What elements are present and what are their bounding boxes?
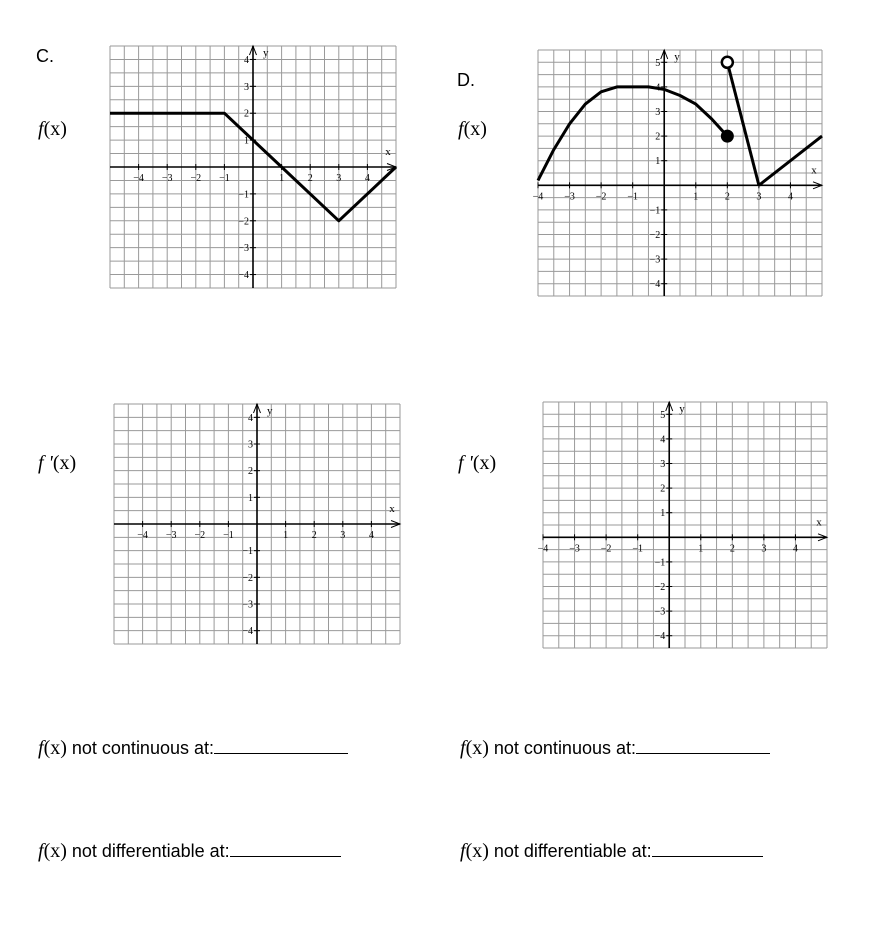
y-tick-label: 2 [660, 483, 666, 495]
y-tick-label: 5 [660, 409, 666, 421]
d-qd-fx: f [460, 840, 466, 862]
d-fprime-name: f ' [458, 452, 473, 474]
y-axis-name: y [263, 47, 269, 59]
d-qd-text: not differentiable at: [488, 841, 652, 861]
c-f-label [38, 118, 67, 141]
y-tick-label: 2 [248, 466, 253, 478]
grid [114, 404, 400, 644]
x-tick-label: 1 [693, 191, 699, 203]
c-f-arg: (x) [43, 118, 67, 140]
series-line-1 [727, 62, 759, 185]
d-fprime-arg: (x) [472, 452, 497, 474]
y-tick-label: −4 [238, 270, 249, 282]
x-tick-label: 3 [340, 530, 346, 541]
series-line-0 [110, 113, 396, 221]
part-c-label: C. [36, 46, 54, 66]
x-tick-label: −3 [564, 191, 575, 203]
c-fprime-label [38, 452, 76, 475]
x-tick-label: 3 [336, 173, 342, 184]
x-axis-name: x [816, 516, 822, 529]
d-qc-text: not continuous at: [488, 738, 636, 758]
grid [538, 50, 822, 296]
y-axis-arrow-icon [250, 46, 257, 55]
d-question-differentiable [460, 840, 763, 863]
y-tick-label: 3 [660, 459, 666, 470]
d-qc-arg: (x) [465, 737, 489, 759]
y-tick-label: −4 [654, 631, 666, 643]
y-axis-arrow-icon [666, 402, 673, 411]
y-tick-label: −1 [242, 546, 253, 558]
x-tick-label: 4 [787, 191, 793, 203]
y-tick-label: −3 [649, 254, 661, 266]
x-tick-label: −4 [532, 191, 544, 203]
x-tick-label: 2 [729, 543, 735, 555]
x-tick-label: 1 [279, 173, 285, 184]
c-qc-text: not continuous at: [66, 738, 214, 758]
x-tick-label: −1 [219, 173, 230, 184]
y-tick-label: −1 [238, 189, 249, 201]
x-tick-label: −2 [190, 173, 202, 184]
d-fprime-label [458, 452, 496, 475]
d-qd-arg: (x) [465, 840, 489, 862]
c-fprime-arg: (x) [52, 452, 77, 474]
y-tick-label: −3 [238, 243, 249, 255]
x-axis-arrow-icon [387, 164, 396, 171]
x-axis-name: x [385, 146, 391, 158]
y-tick-label: −4 [649, 279, 661, 291]
y-tick-label: 4 [244, 54, 249, 66]
y-axis-name: y [267, 405, 273, 417]
d-qc-fx: f [460, 737, 466, 759]
c-f-name: f [38, 118, 44, 140]
series-line-2 [759, 136, 822, 185]
grid [110, 46, 396, 288]
d-continuous-answer-blank[interactable] [636, 752, 770, 754]
y-tick-label: −2 [238, 216, 249, 228]
y-tick-label: 1 [660, 508, 666, 520]
y-tick-label: 3 [655, 107, 661, 118]
y-tick-label: 5 [655, 57, 661, 69]
x-tick-label: −1 [632, 543, 643, 555]
x-tick-label: 1 [283, 530, 289, 541]
grid [543, 402, 827, 648]
x-axis-arrow-icon [391, 521, 400, 528]
x-tick-label: −1 [627, 191, 638, 203]
y-tick-label: 1 [244, 135, 249, 147]
part-d-label: D. [457, 70, 475, 90]
x-tick-label: −4 [537, 543, 549, 555]
x-tick-label: −3 [569, 543, 580, 555]
x-tick-label: −2 [194, 530, 206, 541]
y-tick-label: −1 [649, 205, 661, 217]
c-qc-fx: f [38, 737, 44, 759]
d-differentiable-answer-blank[interactable] [652, 855, 763, 857]
c-fprime-name: f ' [38, 452, 53, 474]
y-tick-label: −1 [654, 557, 666, 569]
y-tick-label: −2 [649, 230, 661, 241]
c-differentiable-answer-blank[interactable] [230, 855, 341, 857]
d-question-continuous [460, 737, 770, 760]
y-axis-arrow-icon [661, 50, 668, 59]
x-tick-label: 4 [368, 530, 374, 541]
y-tick-label: −2 [654, 582, 666, 593]
x-tick-label: 3 [756, 191, 762, 203]
c-qd-arg: (x) [43, 840, 67, 862]
x-tick-label: 4 [792, 543, 798, 555]
c-continuous-answer-blank[interactable] [214, 752, 348, 754]
y-tick-label: −2 [242, 572, 253, 584]
open-point [722, 57, 733, 68]
x-tick-label: −3 [161, 173, 173, 184]
c-qc-arg: (x) [43, 737, 67, 759]
x-tick-label: 4 [364, 173, 370, 184]
y-tick-label: 4 [660, 434, 666, 446]
y-tick-label: 4 [655, 82, 661, 94]
y-tick-label: −4 [242, 626, 253, 638]
x-tick-label: −2 [600, 543, 612, 555]
y-axis-name: y [679, 403, 685, 415]
x-tick-label: −3 [165, 530, 177, 541]
x-axis-name: x [389, 503, 395, 515]
y-axis-name: y [674, 51, 680, 63]
y-tick-label: 3 [248, 439, 253, 451]
d-f-label [458, 118, 487, 141]
c-qd-fx: f [38, 840, 44, 862]
y-tick-label: 2 [244, 108, 249, 120]
x-tick-label: −2 [595, 191, 607, 203]
y-tick-label: 3 [244, 81, 249, 93]
x-tick-label: −4 [137, 530, 148, 541]
y-tick-label: 1 [248, 492, 253, 504]
x-tick-label: 1 [698, 543, 704, 555]
y-axis-arrow-icon [254, 404, 261, 413]
x-tick-label: 2 [311, 530, 317, 541]
y-tick-label: 2 [655, 131, 661, 143]
x-tick-label: 2 [724, 191, 730, 203]
x-tick-label: −4 [133, 173, 144, 184]
y-tick-label: 1 [655, 156, 661, 168]
y-tick-label: 4 [248, 412, 253, 424]
y-tick-label: −3 [654, 606, 666, 618]
x-tick-label: 3 [761, 543, 767, 555]
c-question-differentiable [38, 840, 341, 863]
x-axis-arrow-icon [818, 534, 827, 541]
d-f-name: f [458, 118, 464, 140]
c-qd-text: not differentiable at: [66, 841, 230, 861]
d-f-arg: (x) [463, 118, 487, 140]
x-axis-name: x [811, 164, 817, 177]
series-line-0 [538, 87, 727, 180]
x-tick-label: 2 [307, 173, 313, 184]
x-axis-arrow-icon [813, 182, 822, 189]
c-question-continuous [38, 737, 348, 760]
closed-point [721, 130, 733, 142]
x-tick-label: −1 [223, 530, 234, 541]
y-tick-label: −3 [242, 599, 253, 611]
